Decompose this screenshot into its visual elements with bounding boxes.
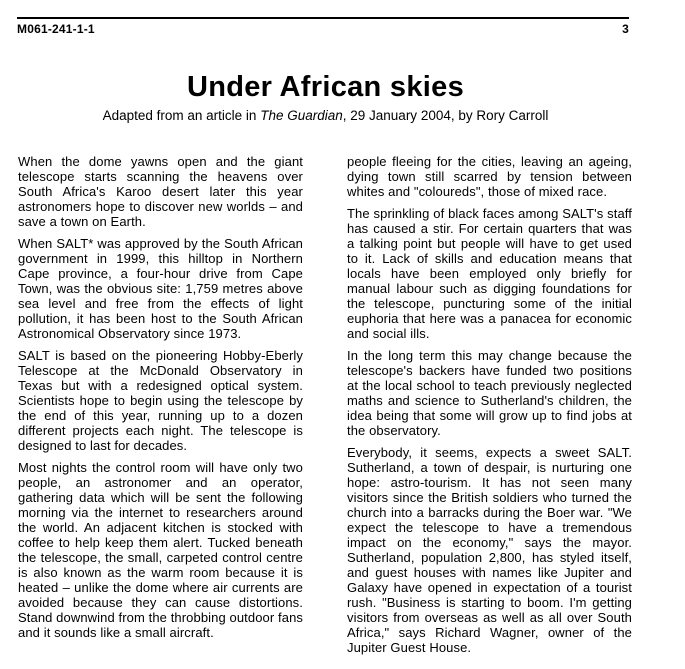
paragraph: The sprinkling of black faces among SALT's staff has caused a stir. For certain quarters that was a talking point but people will have to get used to it. Lack of skills and education means that locals have been employed only briefly for manual labour such as digging foundations for the telescope, puncturing some of the initial euphoria that here was a panacea for economic and social ills. (347, 206, 632, 342)
paragraph: SALT is based on the pioneering Hobby-Eberly Telescope at the McDonald Observatory in Texas but with a redesigned optical system. Scientists hope to begin using the telescope by the end of this year, running up to a dozen different projects each night. The telescope is designed to last for decades. (18, 348, 303, 454)
paragraph: Everybody, it seems, expects a sweet SALT. Sutherland, a town of despair, is nurturing one hope: astro-tourism. It has not seen many visitors since the British soldiers who turned the church into a barracks during the Boer war. "We expect the telescope to have a tremendous impact on the economy," says the mayor. Sutherland, population 2,800, has styled itself, and guest houses with names like Jupiter and Galaxy have opened in expectation of a tourist rush. "Business is starting to boom. I'm getting visitors from overseas as well as all over South Africa," says Richard Wagner, owner of the Jupiter Guest House. (347, 445, 632, 656)
left-column (18, 154, 303, 662)
title-block (18, 72, 633, 124)
paragraph: When SALT* was approved by the South African government in 1999, this hilltop in Northern Cape province, a four-hour drive from Cape Town, was the obvious site: 1,759 metres above sea level and free from the effects of light pollution, it has been host to the South African Astronomical Observatory since 1973. (18, 236, 303, 342)
paragraph: people fleeing for the cities, leaving an ageing, dying town still scarred by tension between whites and "coloureds", those of mixed race. (347, 154, 632, 200)
subtitle-suffix: , 29 January 2004, by Rory Carroll (342, 108, 549, 124)
paragraph: Most nights the control room will have only two people, an astronomer and an operator, gathering data which will be sent the following morning via the internet to researchers around the world. An adjacent kitchen is stocked with coffee to help keep them alert. Tucked beneath the telescope, the small, carpeted control centre is also known as the warm room because it is heated – unlike the dome where air currents are avoided because they can cause distortions. Stand downwind from the throbbing outdoor fans and it sounds like a small aircraft. (18, 460, 304, 641)
paragraph: In the long term this may change because the telescope's backers have funded two positions at the local school to teach previously neglected maths and science to Sutherland's children, the idea being that some will grow up to find jobs at the observatory. (347, 348, 632, 439)
article-subtitle (18, 108, 633, 124)
subtitle-source-name: The Guardian (260, 108, 343, 124)
document-code: M061-241-1-1 (17, 22, 95, 36)
page-header (17, 17, 629, 36)
page-number: 3 (622, 22, 629, 36)
paragraph: When the dome yawns open and the giant telescope starts scanning the heavens over South Africa's Karoo desert later this year astronomers hope to discover new worlds – and save a town on Earth. (18, 154, 303, 230)
subtitle-prefix: Adapted from an article in (102, 108, 261, 124)
article-title: Under African skies (186, 71, 464, 103)
right-column (347, 154, 632, 662)
article-body (18, 154, 632, 662)
